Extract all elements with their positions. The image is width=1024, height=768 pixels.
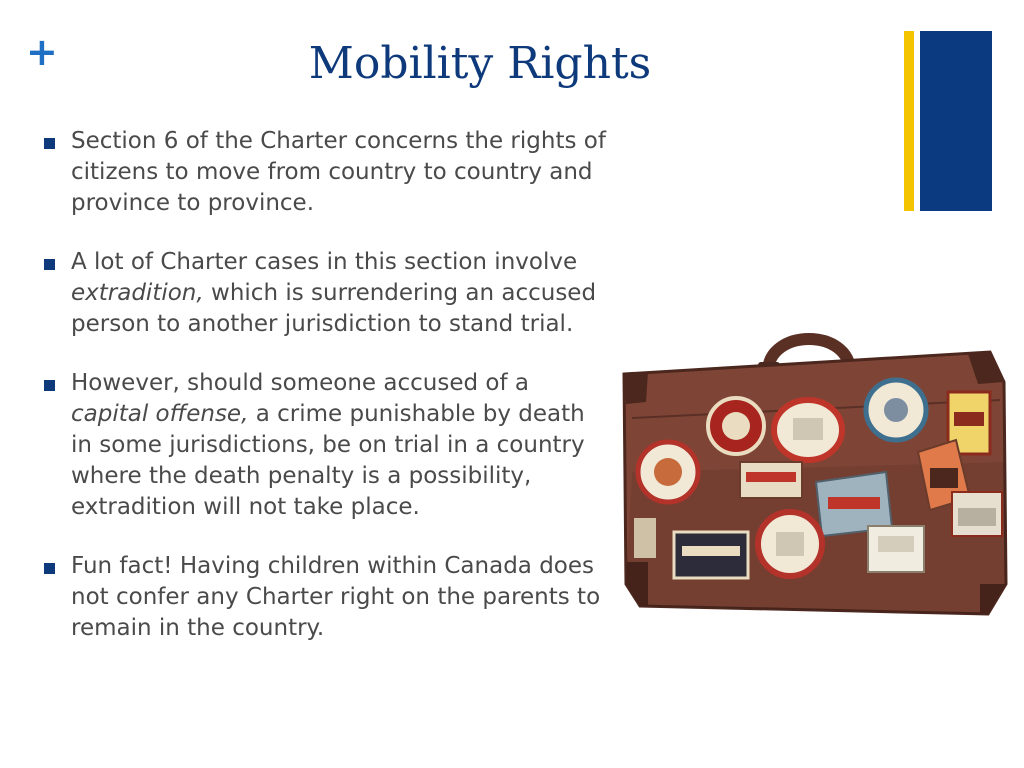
- bullet-item: [44, 551, 612, 644]
- bullet-square-icon: [44, 138, 55, 149]
- suitcase-image: [618, 322, 1008, 618]
- bullet-item: [44, 247, 612, 340]
- sticker-small-left: [634, 518, 656, 558]
- sticker-round-center: [758, 512, 822, 576]
- sticker-round-white: [774, 400, 842, 460]
- bullet-text: A lot of Charter cases in this section involve: [71, 249, 578, 275]
- bullet-text: However, should someone accused of a: [71, 370, 529, 396]
- bullet-italic-term: extradition,: [71, 280, 204, 306]
- sticker-right-scene: [952, 492, 1002, 536]
- bullet-text: a crime punishable by death in some jurisdictions, be on trial in a country where the death penalty is a possibility, extradition will not take place.: [71, 401, 585, 520]
- bullet-text: which is surrendering an accused person to another jurisdiction to stand trial.: [71, 280, 597, 337]
- sticker-la-salle: [708, 398, 764, 454]
- plus-logo: +: [26, 30, 58, 74]
- bullet-item: [44, 126, 612, 219]
- slide-title: Mobility Rights: [308, 38, 652, 89]
- sticker-windsor-hotel: [674, 532, 748, 578]
- bullet-square-icon: [44, 380, 55, 391]
- bullet-italic-term: capital offense,: [71, 401, 249, 427]
- bullet-item: [44, 368, 612, 523]
- bullet-square-icon: [44, 563, 55, 574]
- sticker-king-edward-small: [740, 462, 802, 498]
- sticker-white-label: [868, 526, 924, 572]
- bullet-text: Fun fact! Having children within Canada does not confer any Charter right on the parents to remain in the country.: [71, 553, 601, 641]
- sticker-left-round: [638, 442, 698, 502]
- bullet-text: Section 6 of the Charter concerns the rights of citizens to move from country to country and province to province.: [71, 128, 606, 216]
- accent-bar-gold: [904, 31, 914, 211]
- bullet-list: [44, 126, 612, 644]
- accent-bar-blue: [920, 31, 992, 211]
- sticker-blue-round: [866, 380, 926, 440]
- bullet-square-icon: [44, 259, 55, 270]
